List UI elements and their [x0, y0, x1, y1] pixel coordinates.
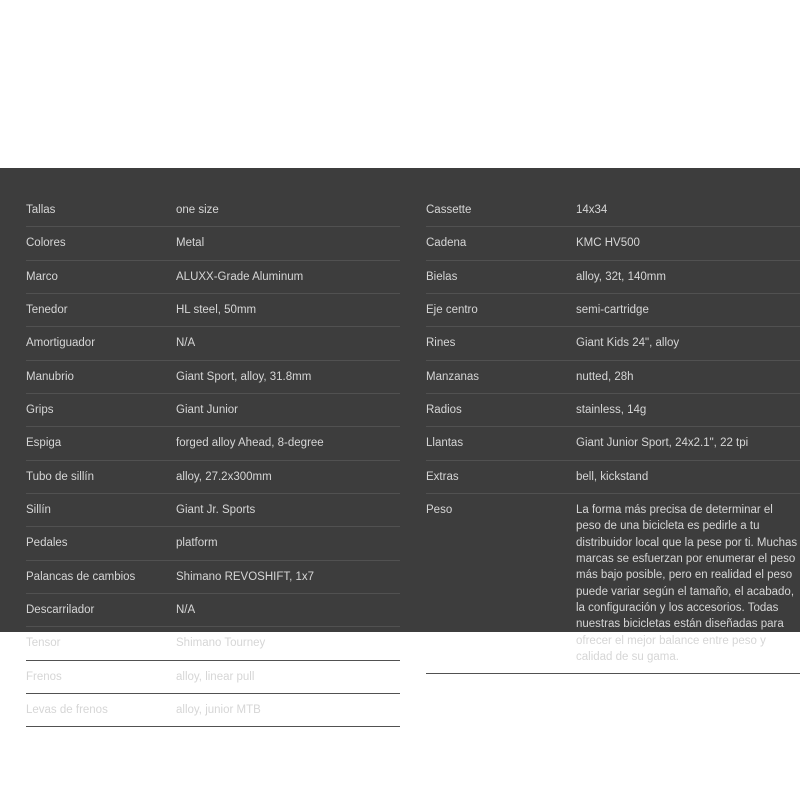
spec-value: bell, kickstand — [576, 470, 649, 483]
spec-label: Peso — [426, 503, 453, 516]
spec-label: Eje centro — [426, 303, 478, 316]
spec-value: N/A — [176, 337, 196, 350]
spec-label: Rines — [426, 337, 456, 350]
table-row — [426, 327, 800, 360]
spec-value: one size — [176, 204, 219, 216]
table-row — [426, 293, 800, 326]
spec-label: Radios — [426, 403, 462, 416]
table-row — [26, 460, 400, 493]
specifications-right-column — [426, 194, 800, 674]
spec-label: Sillín — [26, 503, 51, 516]
spec-value: alloy, 27.2x300mm — [176, 470, 272, 483]
spec-value: N/A — [176, 603, 196, 616]
spec-value: alloy, linear pull — [176, 670, 255, 683]
table-row — [426, 227, 800, 260]
spec-label: Amortiguador — [26, 337, 96, 350]
table-body — [26, 194, 400, 727]
table-row — [26, 660, 400, 693]
specifications-table-right — [426, 194, 800, 674]
spec-label: Tubo de sillín — [26, 470, 94, 483]
spec-value: stainless, 14g — [576, 403, 647, 416]
table-row — [26, 194, 400, 227]
spec-value: La forma más precisa de determinar el peso de una bicicleta es pedirle a tu distribuidor local que la pese por ti. Muchas marcas se esfuerzan por enumerar el peso más bajo posible, pero en realidad el peso puede variar según el tamaño, el acabado, la configuración y los accesorios. Todas nuestras bicicletas están diseñadas para ofrecer el mejor balance entre peso y calidad de su gama. — [576, 503, 798, 663]
spec-label: Espiga — [26, 437, 62, 450]
table-row — [426, 260, 800, 293]
spec-label: Grips — [26, 403, 54, 416]
spec-label: Cadena — [426, 237, 467, 250]
spec-value: HL steel, 50mm — [176, 303, 257, 316]
spec-label: Colores — [26, 237, 66, 250]
spec-label: Frenos — [26, 670, 62, 683]
table-row — [426, 360, 800, 393]
spec-label: Extras — [426, 470, 459, 483]
spec-label: Marco — [26, 270, 58, 283]
spec-value: Shimano REVOSHIFT, 1x7 — [176, 570, 315, 583]
table-row — [426, 493, 800, 673]
spec-value: ALUXX-Grade Aluminum — [176, 270, 304, 283]
spec-label: Levas de frenos — [26, 703, 108, 716]
spec-value: Giant Junior Sport, 24x2.1", 22 tpi — [576, 437, 749, 450]
table-row — [26, 527, 400, 560]
spec-label: Manubrio — [26, 370, 74, 383]
spec-value: semi-cartridge — [576, 303, 649, 316]
table-body — [426, 194, 800, 674]
spec-value: Giant Sport, alloy, 31.8mm — [176, 370, 312, 383]
table-row — [26, 560, 400, 593]
spec-value: Giant Jr. Sports — [176, 503, 256, 516]
table-row — [26, 327, 400, 360]
table-row — [26, 293, 400, 326]
spec-label: Manzanas — [426, 370, 480, 383]
table-row — [426, 194, 800, 227]
table-row — [426, 427, 800, 460]
table-row — [426, 460, 800, 493]
spec-label: Pedales — [26, 537, 68, 550]
specifications-panel — [0, 168, 800, 716]
spec-label: Bielas — [426, 270, 458, 283]
table-row — [26, 593, 400, 626]
spec-value: nutted, 28h — [576, 370, 634, 383]
specifications-left-column — [26, 194, 400, 727]
spec-value: alloy, 32t, 140mm — [576, 270, 666, 283]
table-row — [26, 227, 400, 260]
specifications-table-left — [26, 194, 400, 727]
spec-label: Llantas — [426, 437, 464, 450]
spec-label: Tallas — [26, 204, 56, 216]
table-row — [26, 260, 400, 293]
spec-label: Cassette — [426, 204, 472, 216]
table-row — [26, 693, 400, 726]
table-row — [26, 393, 400, 426]
spec-value: forged alloy Ahead, 8-degree — [176, 437, 324, 450]
table-row — [26, 627, 400, 660]
table-row — [26, 360, 400, 393]
spec-value: 14x34 — [576, 204, 608, 216]
table-row — [26, 493, 400, 526]
spec-value: KMC HV500 — [576, 237, 640, 250]
spec-label: Descarrilador — [26, 603, 95, 616]
spec-value: alloy, junior MTB — [176, 703, 261, 716]
spec-value: Giant Junior — [176, 403, 239, 416]
spec-value: platform — [176, 537, 218, 550]
table-row — [426, 393, 800, 426]
spec-label: Palancas de cambios — [26, 570, 136, 583]
spec-value: Shimano Tourney — [176, 637, 266, 650]
spec-label: Tensor — [26, 637, 61, 650]
spec-label: Tenedor — [26, 303, 68, 316]
spec-value: Metal — [176, 237, 205, 250]
table-row — [26, 427, 400, 460]
spec-value: Giant Kids 24", alloy — [576, 337, 680, 350]
